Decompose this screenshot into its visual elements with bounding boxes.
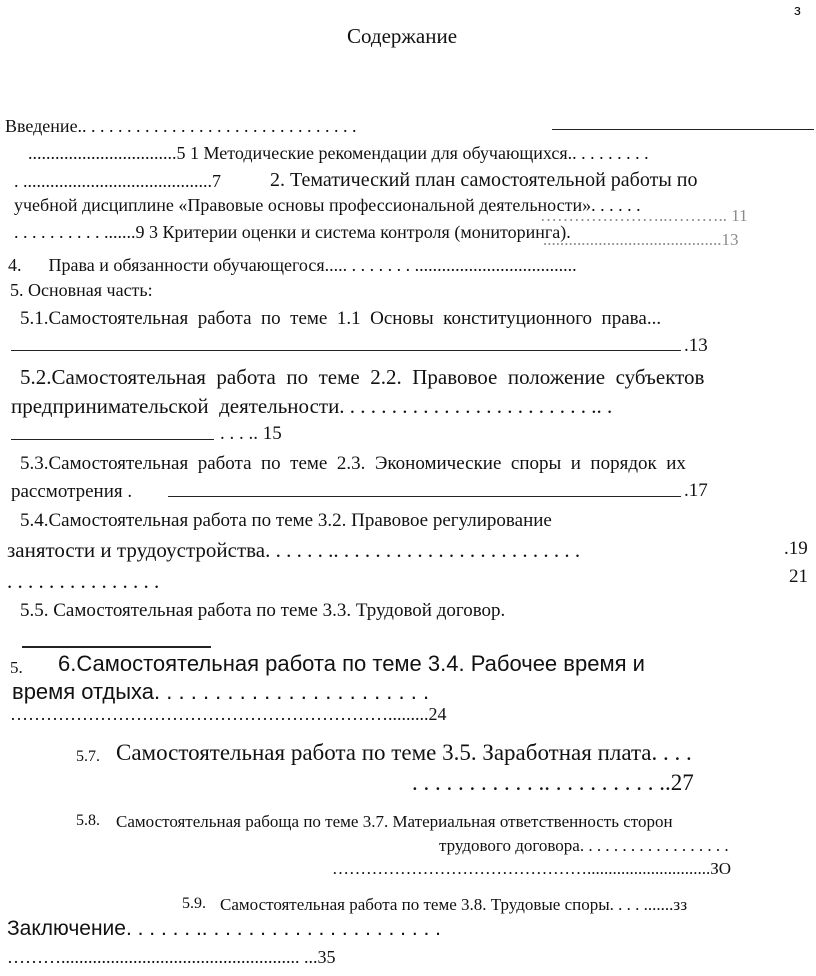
toc-line-intro: Введение.. . . . . . . . . . . . . . . . . . . . . . . . . . . . . . .: [5, 116, 357, 136]
toc-rule: [22, 646, 211, 648]
toc-line-criteria: . . . . . . . . . . .......9 3 Критерии оценки и система контроля (мониторинга).: [14, 222, 571, 242]
toc-line-5-3: 5.3.Самостоятельная работа по теме 2.3. Экономические споры и порядок их: [20, 453, 686, 474]
toc-number-5-9: 5.9.: [182, 895, 206, 912]
toc-line-conclusion: Заключение. . . . . . .. . . . . . . . . . . . . . . . . . . . .: [7, 917, 442, 940]
toc-page-17: .17: [684, 480, 708, 501]
toc-number-5-8: 5.8.: [76, 812, 100, 829]
toc-rule: [168, 496, 681, 497]
toc-leader: . ..........................................7: [14, 171, 221, 191]
toc-leader-27: . . . . . . . . . . . .. . . . . . . . . . ..27: [412, 770, 694, 795]
toc-rule: [11, 350, 681, 351]
toc-line-methodical: .................................5 1 Методические рекомендации для обучающихся.. . . . . . . . .: [28, 143, 649, 163]
toc-page-19: .19: [784, 538, 808, 559]
toc-line-5-7: Самостоятельная работа по теме 3.5. Заработная плата. . . .: [116, 740, 692, 765]
toc-line-labor-contract: трудового договора. . . . . . . . . . . . . . . . . .: [439, 836, 729, 855]
toc-number-5: 5.: [10, 658, 23, 677]
toc-page-15: . . . .. 15: [220, 423, 282, 444]
toc-leader: . . . . . . . . . . . . . . .: [7, 569, 160, 593]
toc-line-5-8: Самостоятельная рабоща по теме 3.7. Материальная ответственность сторон: [116, 812, 673, 831]
toc-line-rights: 4. Права и обязанности обучающегося..... . . . . . . . ....................................: [8, 255, 577, 275]
toc-leader-35: ………..................................................... ...35: [7, 947, 336, 967]
page-number: з: [794, 2, 801, 19]
toc-line-5-1: 5.1.Самостоятельная работа по теме 1.1 Основы конституционного права...: [20, 308, 662, 329]
toc-page-13: .13: [684, 335, 708, 356]
toc-line-entrepreneurship: предпринимательской деятельности. . . . . . . . . . . . . . . . . . . . . . . . .. .: [11, 394, 613, 418]
toc-line-5-4: 5.4.Самостоятельная работа по теме 3.2. Правовое регулирование: [20, 510, 552, 531]
page-title: Содержание: [347, 24, 458, 48]
toc-line-discipline: учебной дисциплине «Правовые основы профессиональной деятельности». . . . . .: [14, 195, 641, 215]
toc-ghost-page-13: ..........................................13: [543, 230, 739, 249]
toc-line-5-9: Самостоятельная работа по теме 3.8. Трудовые споры. . . . .......зз: [220, 895, 688, 914]
toc-number-5-7: 5.7.: [76, 748, 100, 765]
toc-line-rest-time: время отдыха. . . . . . . . . . . . . . . . . . . . . . .: [12, 679, 430, 704]
toc-ghost-page-11: …………………..……….. 11: [540, 206, 748, 225]
toc-line-5-5: 5.5. Самостоятельная работа по теме 3.3. Трудовой договор.: [20, 600, 506, 621]
toc-line-employment: занятости и трудоустройства. . . . . . .. . . . . . . . . . . . . . . . . . . . . . . .: [7, 538, 581, 562]
toc-rule: [11, 439, 214, 440]
toc-line-5-6: 6.Самостоятельная работа по теме 3.4. Рабочее время и: [58, 651, 645, 676]
toc-page-21: 21: [789, 566, 808, 587]
toc-rule: [552, 129, 814, 130]
toc-leader-30: ……………………………………….............................ЗО: [332, 859, 732, 878]
toc-leader-24: ……………………………………………………….........24: [10, 704, 447, 724]
toc-line-5-2: 5.2.Самостоятельная работа по теме 2.2. Правовое положение субъектов: [20, 365, 705, 389]
toc-line-consideration: рассмотрения .: [11, 481, 133, 502]
toc-line-main-part: 5. Основная часть:: [10, 280, 153, 300]
toc-line-thematic-plan: 2. Тематический план самостоятельной работы по: [270, 169, 698, 191]
